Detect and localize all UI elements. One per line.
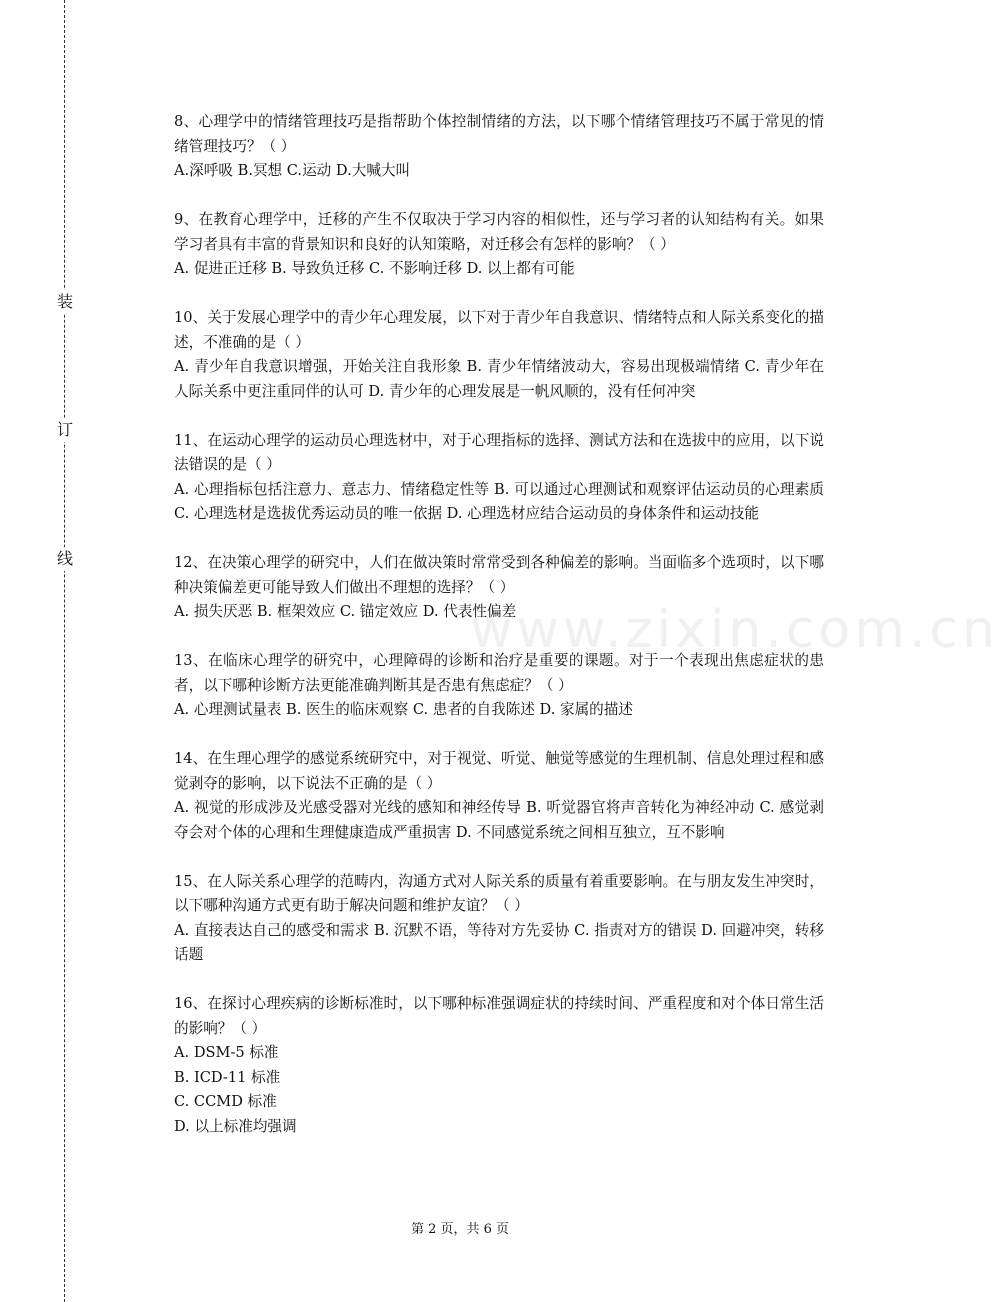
question-option-c: C. CCMD 标准 <box>174 1093 277 1110</box>
question-stem: 11、在运动心理学的运动员心理选材中，对于心理指标的选择、测试方法和在选拔中的应用，以下说法错误的是（ ） <box>174 431 824 473</box>
question-stem: 15、在人际关系心理学的范畴内，沟通方式对人际关系的质量有着重要影响。在与朋友发生冲突时，以下哪种沟通方式更有助于解决问题和维护友谊？（ ） <box>174 872 824 914</box>
question-stem: 13、在临床心理学的研究中，心理障碍的诊断和治疗是重要的课题。对于一个表现出焦虑症状的患者，以下哪种诊断方法更能准确判断其是否患有焦虑症？（ ） <box>174 652 824 694</box>
question-12 <box>174 551 824 625</box>
question-stem: 12、在决策心理学的研究中，人们在做决策时常常受到各种偏差的影响。当面临多个选项时，以下哪种决策偏差更可能导致人们做出不理想的选择？（ ） <box>174 554 824 596</box>
question-list <box>174 110 824 1164</box>
question-9 <box>174 208 824 282</box>
question-8 <box>174 110 824 184</box>
binding-char-zhuang: 装 <box>54 290 76 314</box>
question-14 <box>174 747 824 845</box>
question-stem: 16、在探讨心理疾病的诊断标准时，以下哪种标准强调症状的持续时间、严重程度和对个体日常生活的影响？（ ） <box>174 995 824 1037</box>
binding-char-ding: 订 <box>54 418 76 442</box>
question-options: A. 青少年自我意识增强，开始关注自我形象 B. 青少年情绪波动大，容易出现极端情绪 C. 青少年在人际关系中更注重同伴的认可 D. 青少年的心理发展是一帆风顺的，没有任何冲突 <box>174 358 824 400</box>
question-options: A. 心理测试量表 B. 医生的临床观察 C. 患者的自我陈述 D. 家属的描述 <box>174 701 633 718</box>
question-options: A. 视觉的形成涉及光感受器对光线的感知和神经传导 B. 听觉器官将声音转化为神经冲动 C. 感觉剥夺会对个体的心理和生理健康造成严重损害 D. 不同感觉系统之间相互独立，互不影响 <box>174 799 824 841</box>
question-15 <box>174 870 824 968</box>
question-options: A. 损失厌恶 B. 框架效应 C. 锚定效应 D. 代表性偏差 <box>174 603 517 620</box>
question-13 <box>174 649 824 723</box>
question-stem: 14、在生理心理学的感觉系统研究中，对于视觉、听觉、触觉等感觉的生理机制、信息处理过程和感觉剥夺的影响，以下说法不正确的是（ ） <box>174 750 824 792</box>
question-stem: 9、在教育心理学中，迁移的产生不仅取决于学习内容的相似性，还与学习者的认知结构有关。如果学习者具有丰富的背景知识和良好的认知策略，对迁移会有怎样的影响？（ ） <box>174 211 824 253</box>
question-options: A. 促进正迁移 B. 导致负迁移 C. 不影响迁移 D. 以上都有可能 <box>174 260 575 277</box>
question-options: A. 心理指标包括注意力、意志力、情绪稳定性等 B. 可以通过心理测试和观察评估运动员的心理素质 C. 心理选材是选拔优秀运动员的唯一依据 D. 心理选材应结合运动员的身体条件和运动技能 <box>174 480 824 522</box>
question-options: A. 直接表达自己的感受和需求 B. 沉默不语，等待对方先妥协 C. 指责对方的错误 D. 回避冲突，转移话题 <box>174 921 824 963</box>
question-option-d: D. 以上标准均强调 <box>174 1117 297 1135</box>
page-footer: 第 2 页，共 6 页 <box>410 1222 510 1237</box>
binding-dashed-line <box>64 0 65 1302</box>
question-option-a: A. DSM-5 标准 <box>174 1044 279 1061</box>
question-stem: 10、关于发展心理学中的青少年心理发展，以下对于青少年自我意识、情绪特点和人际关系变化的描述，不准确的是（ ） <box>174 309 824 351</box>
question-stem: 8、心理学中的情绪管理技巧是指帮助个体控制情绪的方法，以下哪个情绪管理技巧不属于常见的情绪管理技巧？（ ） <box>174 113 824 155</box>
watermark: www.zixin.com.cn <box>470 600 999 660</box>
question-10 <box>174 306 824 404</box>
question-options: A.深呼吸 B.冥想 C.运动 D.大喊大叫 <box>174 162 411 179</box>
question-11 <box>174 429 824 527</box>
question-16 <box>174 992 824 1139</box>
question-option-b: B. ICD-11 标准 <box>174 1068 281 1086</box>
binding-char-xian: 线 <box>54 547 76 571</box>
